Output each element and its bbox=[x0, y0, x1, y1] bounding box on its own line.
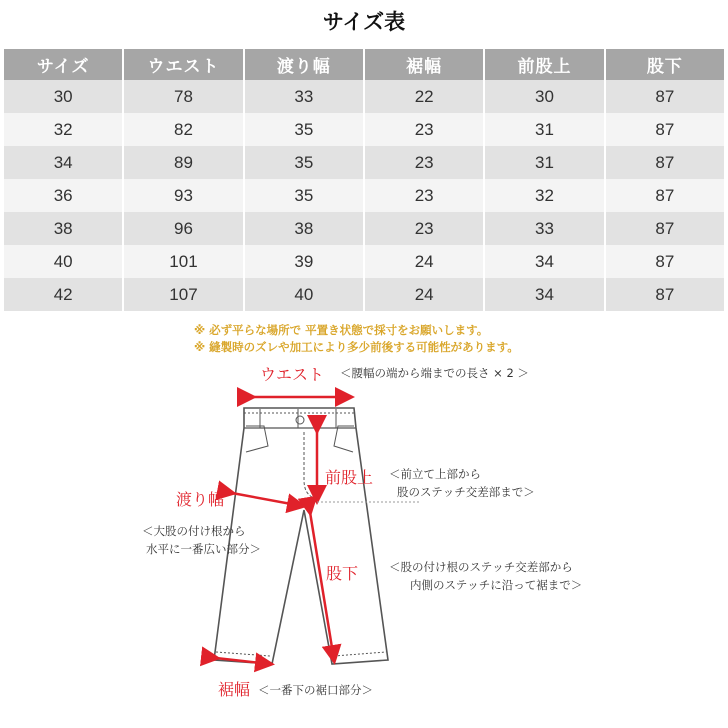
measurement-diagram bbox=[0, 315, 728, 728]
cell-size: 38 bbox=[4, 212, 122, 245]
cell-hem: 24 bbox=[365, 245, 483, 278]
measurement-note-2: ※ 縫製時のズレや加工により多少前後する可能性があります。 bbox=[194, 340, 519, 354]
thigh-label: 渡り幅 bbox=[176, 490, 225, 509]
cell-thigh: 35 bbox=[245, 179, 363, 212]
table-row bbox=[4, 212, 724, 245]
cell-front-rise: 33 bbox=[485, 212, 603, 245]
table-row bbox=[4, 245, 724, 278]
cell-waist: 96 bbox=[124, 212, 242, 245]
thigh-arrow bbox=[232, 493, 302, 506]
table-row bbox=[4, 278, 724, 311]
cell-hem: 23 bbox=[365, 179, 483, 212]
cell-hem: 23 bbox=[365, 113, 483, 146]
measurement-note-1: ※ 必ず平らな場所で 平置き状態で採寸をお願いします。 bbox=[194, 323, 489, 337]
front-rise-description-1: ＜前立て上部から bbox=[389, 467, 481, 481]
cell-thigh: 35 bbox=[245, 113, 363, 146]
table-row bbox=[4, 146, 724, 179]
cell-front-rise: 34 bbox=[485, 278, 603, 311]
inseam-description-2: 内側のステッチに沿って裾まで＞ bbox=[410, 578, 583, 592]
hem-description: ＜一番下の裾口部分＞ bbox=[258, 683, 373, 697]
cell-front-rise: 30 bbox=[485, 80, 603, 113]
header-inseam: 股下 bbox=[606, 49, 724, 80]
cell-waist: 101 bbox=[124, 245, 242, 278]
cell-waist: 107 bbox=[124, 278, 242, 311]
cell-size: 34 bbox=[4, 146, 122, 179]
cell-size: 32 bbox=[4, 113, 122, 146]
size-table bbox=[2, 49, 726, 311]
cell-thigh: 40 bbox=[245, 278, 363, 311]
front-rise-description-2: 股のステッチ交差部まで＞ bbox=[397, 485, 535, 499]
cell-thigh: 38 bbox=[245, 212, 363, 245]
header-front-rise: 前股上 bbox=[485, 49, 603, 80]
header-waist: ウエスト bbox=[124, 49, 242, 80]
cell-hem: 24 bbox=[365, 278, 483, 311]
inseam-arrow bbox=[310, 512, 334, 660]
cell-waist: 93 bbox=[124, 179, 242, 212]
cell-front-rise: 31 bbox=[485, 146, 603, 179]
cell-hem: 22 bbox=[365, 80, 483, 113]
cell-size: 40 bbox=[4, 245, 122, 278]
cell-thigh: 39 bbox=[245, 245, 363, 278]
cell-inseam: 87 bbox=[606, 245, 724, 278]
cell-inseam: 87 bbox=[606, 179, 724, 212]
cell-inseam: 87 bbox=[606, 212, 724, 245]
cell-waist: 82 bbox=[124, 113, 242, 146]
cell-inseam: 87 bbox=[606, 113, 724, 146]
cell-size: 30 bbox=[4, 80, 122, 113]
cell-thigh: 35 bbox=[245, 146, 363, 179]
inseam-description-1: ＜股の付け根のステッチ交差部から bbox=[389, 560, 573, 574]
table-header-row bbox=[4, 49, 724, 80]
waist-description: ＜腰幅の端から端までの長さ × 2 ＞ bbox=[340, 366, 529, 380]
waist-label: ウエスト bbox=[260, 365, 325, 384]
cell-waist: 78 bbox=[124, 80, 242, 113]
thigh-description-1: ＜大股の付け根から bbox=[142, 524, 246, 538]
front-rise-label: 前股上 bbox=[325, 468, 374, 487]
cell-size: 42 bbox=[4, 278, 122, 311]
cell-inseam: 87 bbox=[606, 278, 724, 311]
inseam-label: 股下 bbox=[326, 564, 359, 583]
cell-waist: 89 bbox=[124, 146, 242, 179]
header-hem: 裾幅 bbox=[365, 49, 483, 80]
cell-hem: 23 bbox=[365, 212, 483, 245]
cell-front-rise: 34 bbox=[485, 245, 603, 278]
header-size: サイズ bbox=[4, 49, 122, 80]
cell-inseam: 87 bbox=[606, 80, 724, 113]
cell-size: 36 bbox=[4, 179, 122, 212]
cell-front-rise: 32 bbox=[485, 179, 603, 212]
cell-inseam: 87 bbox=[606, 146, 724, 179]
cell-thigh: 33 bbox=[245, 80, 363, 113]
table-row bbox=[4, 179, 724, 212]
table-row bbox=[4, 80, 724, 113]
thigh-description-2: 水平に一番広い部分＞ bbox=[146, 542, 261, 556]
header-thigh: 渡り幅 bbox=[245, 49, 363, 80]
hem-label: 裾幅 bbox=[218, 680, 251, 699]
cell-hem: 23 bbox=[365, 146, 483, 179]
cell-front-rise: 31 bbox=[485, 113, 603, 146]
table-row bbox=[4, 113, 724, 146]
page-title: サイズ表 bbox=[322, 10, 406, 34]
